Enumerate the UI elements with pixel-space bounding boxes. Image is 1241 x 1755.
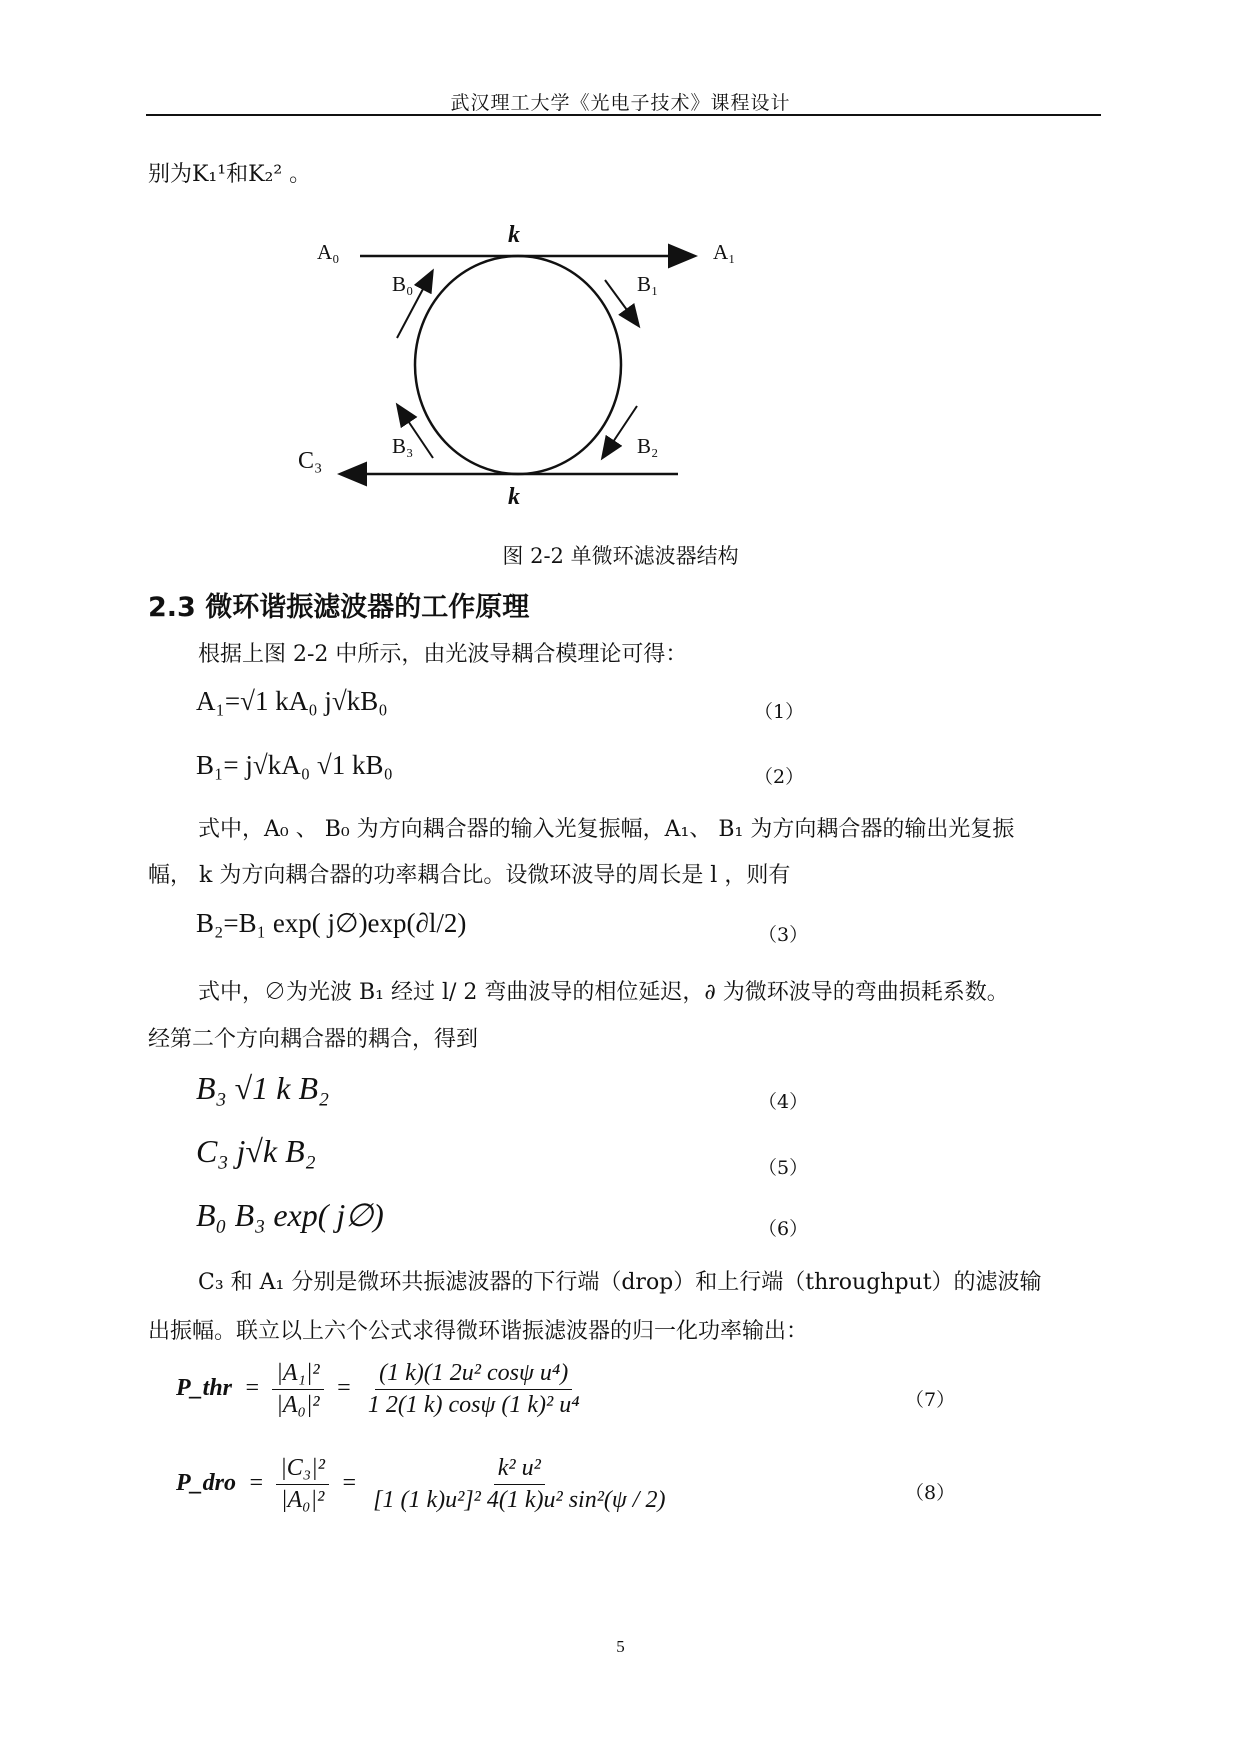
label-b2: B₂ xyxy=(637,434,659,458)
header-rule xyxy=(146,114,1101,116)
paragraph-4-line-2: 出振幅。联立以上六个公式求得微环谐振滤波器的归一化功率输出： xyxy=(148,1319,809,1344)
microring-diagram xyxy=(280,210,760,520)
microring xyxy=(415,256,621,474)
paragraph-intro: 根据上图 2-2 中所示，由光波导耦合模理论可得： xyxy=(198,642,688,667)
equation-7: P_thr = $\frac{\text{|A₁|²}}{\text{|A₀|²}}$ = $\frac{\text{(1 k)(1 2u² cosψ u⁴)}}{\text{1 2(1 k) cosψ (1 k)² u⁴}}$ xyxy=(176,1360,584,1419)
equation-1-number: （1） xyxy=(754,701,805,723)
equation-8: P_dro = $\frac{\text{|C₃|²}}{\text{|A₀|²}}$ = $\frac{\text{k² u²}}{\text{[1 (1 k)u²]² 4(1 k)u² sin²(ψ / 2)}}$ xyxy=(176,1455,669,1514)
b2-arrow xyxy=(603,406,637,457)
equation-1: A₁=√1 kA₀ j√kB₀ xyxy=(196,686,388,716)
equation-8-number: （8） xyxy=(905,1482,956,1504)
intro-line: 别为K₁¹和K₂² 。 xyxy=(148,162,312,187)
equation-4-number: （4） xyxy=(758,1091,809,1113)
equation-8-num: k² u² xyxy=(494,1455,545,1485)
equation-7-num: (1 k)(1 2u² cosψ u⁴) xyxy=(375,1360,572,1390)
paragraph-4-line-1: C₃ 和 A₁ 分别是微环共振滤波器的下行端（drop）和上行端（throughput）的滤波输 xyxy=(198,1270,1042,1295)
running-header: 武汉理工大学《光电子技术》课程设计 xyxy=(450,92,791,114)
paragraph-2-line-2: 幅， k 为方向耦合器的功率耦合比。设微环波导的周长是 l ，则有 xyxy=(148,863,791,888)
equation-5-number: （5） xyxy=(758,1157,809,1179)
equation-8-ratio-den: |A₀|² xyxy=(280,1487,325,1513)
figure-caption: 图 2-2 单微环滤波器结构 xyxy=(502,544,739,568)
equation-7-den: 1 2(1 k) cosψ (1 k)² u⁴ xyxy=(367,1392,580,1418)
section-heading: 2.3 微环谐振滤波器的工作原理 xyxy=(148,592,530,623)
label-a0: A₀ xyxy=(317,240,340,264)
equation-7-ratio-num: |A₁|² xyxy=(272,1360,323,1390)
label-b0: B₀ xyxy=(392,272,414,296)
equation-3-number: （3） xyxy=(758,924,809,946)
paragraph-3-line-1: 式中，∅为光波 B₁ 经过 l/ 2 弯曲波导的相位延迟，∂ 为微环波导的弯曲损耗系数。 xyxy=(198,980,1009,1005)
label-b3: B₃ xyxy=(392,434,414,458)
equation-2-number: （2） xyxy=(754,766,805,788)
equation-7-ratio-den: |A₀|² xyxy=(276,1392,320,1418)
paragraph-2-line-1: 式中，A₀ 、 B₀ 为方向耦合器的输入光复振幅，A₁、 B₁ 为方向耦合器的输出光复振 xyxy=(198,817,1015,842)
equation-2: B₁= j√kA₀ √1 kB₀ xyxy=(196,750,393,780)
paragraph-3-line-2: 经第二个方向耦合器的耦合，得到 xyxy=(148,1027,479,1052)
coupling-label-top: k xyxy=(508,222,520,248)
equation-8-den: [1 (1 k)u²]² 4(1 k)u² sin²(ψ / 2) xyxy=(373,1487,666,1513)
equation-7-number: （7） xyxy=(905,1389,956,1411)
equation-4: B₃ √1 k B₂ xyxy=(196,1070,330,1106)
coupling-label-bottom: k xyxy=(508,484,520,510)
equation-5: C₃ j√k B₂ xyxy=(196,1133,316,1169)
equation-8-ratio-num: |C₃|² xyxy=(276,1455,329,1485)
equation-3: B₂=B₁ exp( j∅)exp(∂l/2) xyxy=(196,908,467,938)
label-a1: A₁ xyxy=(713,240,736,264)
equation-7-lhs: P_thr xyxy=(176,1375,233,1402)
page-number: 5 xyxy=(616,1637,625,1656)
equation-6-number: （6） xyxy=(758,1218,809,1240)
label-b1: B₁ xyxy=(637,272,659,296)
equation-6: B₀ B₃ exp( j∅) xyxy=(196,1197,384,1233)
label-c3: C₃ xyxy=(298,448,323,474)
equation-8-lhs: P_dro xyxy=(176,1470,236,1497)
